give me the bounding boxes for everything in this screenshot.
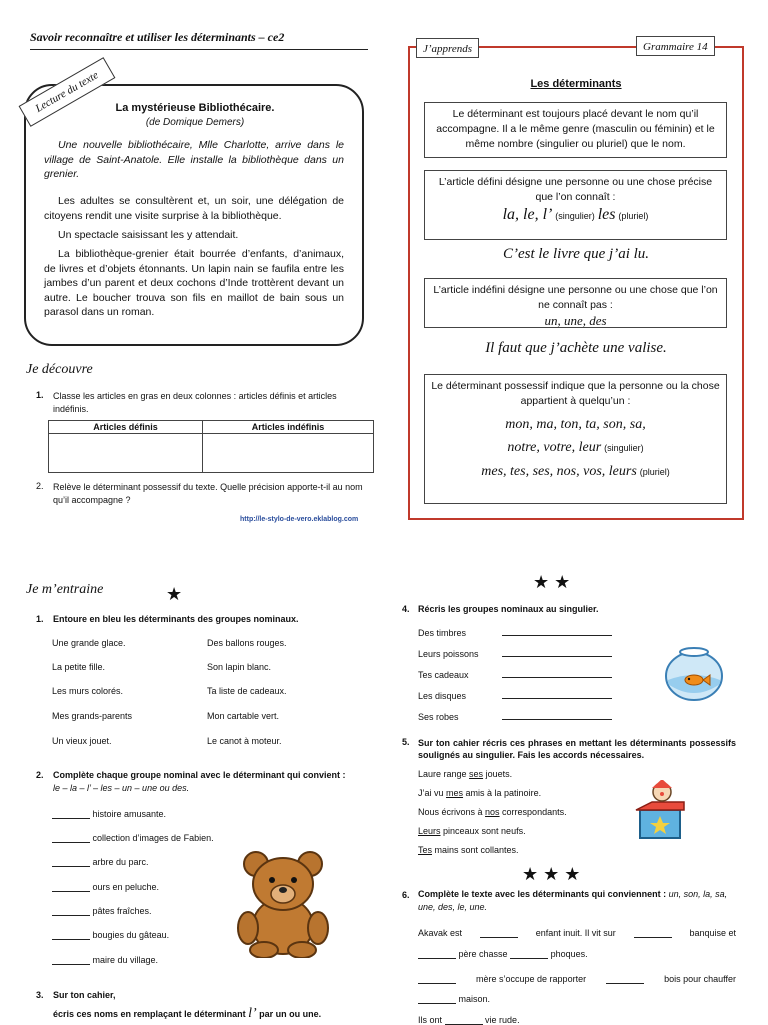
section-heading: Je m’entraine: [26, 582, 104, 597]
answer-blank[interactable]: [480, 928, 518, 938]
example-sentence: Il faut que j’achète une valise.: [485, 340, 667, 356]
answer-blank[interactable]: [502, 656, 612, 657]
worksheet-title: Savoir reconnaître et utiliser les déterminants – ce2: [30, 30, 368, 50]
story-author: (de Domique Demers): [145, 117, 245, 128]
possessive-forms: notre, votre, leur: [507, 440, 602, 455]
answer-blank[interactable]: [52, 866, 90, 867]
answer-blank[interactable]: [418, 974, 456, 984]
article-forms: les: [597, 206, 616, 223]
list-item: bougies du gâteau.: [92, 930, 170, 940]
sentence-part: pinceaux sont neufs.: [440, 826, 526, 836]
sentence-part: jouets.: [483, 769, 513, 779]
articles-table: [48, 420, 374, 473]
difficulty-stars: ★ ★: [533, 572, 571, 592]
text-part: banquise et: [689, 928, 736, 938]
question-number: 3.: [36, 990, 44, 1000]
rule-article-defini: [424, 170, 727, 240]
table-cell[interactable]: [203, 434, 374, 473]
list-item: Une grande glace.: [52, 638, 126, 648]
sentence-part: Nous écrivons à: [418, 807, 486, 817]
question-text: Récris les groupes nominaux au singulier.: [418, 604, 599, 614]
list-item: maire du village.: [92, 955, 159, 965]
underlined-determinant: Leurs: [418, 826, 441, 836]
number-label: (pluriel): [618, 211, 649, 221]
text-part: mère s’occupe de rapporter: [476, 974, 587, 984]
question-text: Sur ton cahier,: [53, 990, 116, 1000]
question-text: par un ou une.: [259, 1009, 322, 1019]
rule-text: L’article défini désigne une personne ou une chose précise que l’on connaît :: [438, 176, 713, 203]
rule-determinant: Le déterminant est toujours placé devant le nom qu’il accompagne. Il a le même genre (masculin ou féminin) et le même nombre (singulier ou pluriel) que le nom.: [424, 102, 727, 158]
number-label: (singulier): [555, 211, 595, 221]
list-item: Un vieux jouet.: [52, 736, 112, 746]
example-sentence: C’est le livre que j’ai lu.: [502, 246, 650, 262]
story-paragraph: La bibliothèque-grenier était bourrée d’enfants, d’animaux, de livres et d’objets étonnants. Un lapin nain se faufila entre les jambes d’un parent et deux cochons d’Inde trottèrent devant un autre. Le boucher trouva son fils en maillot de bain sous un parasol dans un roman.: [44, 248, 344, 318]
list-item: histoire amusante.: [92, 809, 167, 819]
list-item: Les murs colorés.: [52, 686, 124, 696]
answer-blank[interactable]: [606, 974, 644, 984]
underlined-determinant: mes: [446, 788, 464, 798]
table-header: Articles indéfinis: [203, 421, 374, 434]
text-part: enfant inuit. Il vit sur: [535, 928, 616, 938]
list-item: Des ballons rouges.: [207, 638, 287, 648]
answer-blank[interactable]: [52, 964, 90, 965]
story-tag: Lecture du texte: [19, 57, 116, 127]
source-link[interactable]: http://le-stylo-de-vero.eklablog.com: [240, 516, 359, 523]
story-paragraph: Un spectacle saisissant les y attendait.: [58, 229, 239, 241]
tab-grammaire: Grammaire 14: [636, 36, 715, 56]
sentence-part: mains sont collantes.: [432, 845, 519, 855]
question-text: Complète le texte avec les déterminants qui conviennent :: [418, 889, 667, 899]
answer-blank[interactable]: [502, 677, 612, 678]
underlined-determinant: nos: [485, 807, 500, 817]
lesson-heading: Les déterminants: [530, 78, 622, 90]
question-text: écris ces noms en remplaçant le déterminant: [53, 1009, 246, 1019]
number-label: (pluriel): [639, 467, 670, 477]
answer-blank[interactable]: [418, 958, 456, 959]
list-item: collection d’images de Fabien.: [92, 833, 214, 843]
list-item: Tes cadeaux: [418, 670, 469, 680]
list-item: Mes grands-parents: [52, 711, 133, 721]
jack-in-the-box-icon: [632, 780, 690, 840]
word-bank: le – la – l’ – les – un – une ou des.: [53, 783, 190, 793]
number-label: (singulier): [604, 443, 644, 453]
list-item: arbre du parc.: [92, 857, 149, 867]
list-item: Leurs poissons: [418, 649, 479, 659]
teddy-bear-icon: [228, 846, 338, 958]
rule-possessif: [424, 374, 727, 504]
story-paragraph: Une nouvelle bibliothécaire, Mlle Charlotte, arrive dans le village de Saint-Anatole. Elle installe la bibliothèque dans un grenier.: [44, 139, 344, 180]
question-text: Entoure en bleu les déterminants des groupes nominaux.: [53, 614, 299, 624]
underlined-determinant: Tes: [418, 845, 433, 855]
article-form: l’: [248, 1006, 257, 1021]
list-item: Ses robes: [418, 712, 459, 722]
sentence-part: Laure range: [418, 769, 470, 779]
answer-blank[interactable]: [634, 928, 672, 938]
difficulty-stars: ★ ★ ★: [522, 864, 581, 884]
word-bank: un, son, la, sa, une, des, le, une.: [418, 889, 728, 912]
list-item: Les disques: [418, 691, 467, 701]
list-item: ours en peluche.: [92, 882, 160, 892]
answer-blank[interactable]: [418, 1003, 456, 1004]
answer-blank[interactable]: [502, 635, 612, 636]
list-item: Ta liste de cadeaux.: [207, 686, 287, 696]
sentence-part: amis à la patinoire.: [463, 788, 542, 798]
question-text: Complète chaque groupe nominal avec le déterminant qui convient :: [53, 770, 346, 780]
underlined-determinant: ses: [469, 769, 484, 779]
text-part: Akavak est: [418, 928, 463, 938]
text-part: maison.: [458, 994, 491, 1004]
star-icon: ★: [166, 584, 183, 604]
list-item: La petite fille.: [52, 662, 106, 672]
answer-blank[interactable]: [502, 719, 612, 720]
text-part: Ils ont: [418, 1015, 443, 1025]
rule-text: L’article indéfini désigne une personne ou une chose que l’on ne connaît pas :: [433, 284, 718, 311]
section-heading: Je découvre: [26, 362, 93, 377]
question-number: 1.: [36, 614, 44, 624]
article-forms: la, le, l’: [502, 206, 553, 223]
answer-blank[interactable]: [52, 915, 90, 916]
question-number: 2.: [36, 481, 44, 491]
fishbowl-icon: [662, 640, 726, 704]
question-text: Relève le déterminant possessif du texte. Quelle précision apporte-t-il au nom qu’il accompagne ?: [53, 482, 363, 505]
answer-blank[interactable]: [510, 958, 548, 959]
list-item: Mon cartable vert.: [207, 711, 280, 721]
list-item: pâtes fraîches.: [92, 906, 152, 916]
list-item: Son lapin blanc.: [207, 662, 272, 672]
list-item: Des timbres: [418, 628, 467, 638]
answer-blank[interactable]: [52, 891, 90, 892]
rule-article-indefini: [424, 278, 727, 328]
story-title: La mystérieuse Bibliothécaire.: [115, 102, 275, 114]
answer-blank[interactable]: [52, 842, 90, 843]
answer-blank[interactable]: [52, 939, 90, 940]
question-number: 5.: [402, 737, 410, 747]
story-paragraph: Les adultes se consultèrent et, un soir, une délégation de citoyens rendit une visite surprise à la bibliothèque.: [44, 195, 344, 222]
sentence-part: correspondants.: [499, 807, 567, 817]
question-text: Sur ton cahier récris ces phrases en mettant les déterminants possessifs soulignés au singulier. Fais les accords nécessaires.: [418, 738, 736, 760]
question-number: 1.: [36, 390, 44, 400]
tab-japprends: J’apprends: [416, 38, 479, 58]
possessive-forms: mes, tes, ses, nos, vos, leurs: [481, 464, 637, 479]
table-cell[interactable]: [49, 434, 203, 473]
question-number: 4.: [402, 604, 410, 614]
question-number: 2.: [36, 770, 44, 780]
question-text: Classe les articles en gras en deux colonnes : articles définis et articles indéfinis.: [53, 391, 337, 414]
text-part: vie rude.: [485, 1015, 520, 1025]
list-item: Le canot à moteur.: [207, 736, 282, 746]
text-part: phoques.: [550, 949, 588, 959]
table-header: Articles définis: [49, 421, 203, 434]
answer-blank[interactable]: [502, 698, 612, 699]
question-number: 6.: [402, 890, 410, 900]
rule-text: Le déterminant possessif indique que la personne ou la chose appartient à quelqu’un :: [431, 380, 720, 407]
text-part: bois pour chauffer: [664, 974, 736, 984]
possessive-forms: mon, ma, ton, ta, son, sa,: [505, 417, 646, 432]
article-forms: un, une, des: [544, 313, 607, 328]
text-part: père chasse: [458, 949, 508, 959]
sentence-part: J’ai vu: [418, 788, 447, 798]
answer-blank[interactable]: [52, 818, 90, 819]
